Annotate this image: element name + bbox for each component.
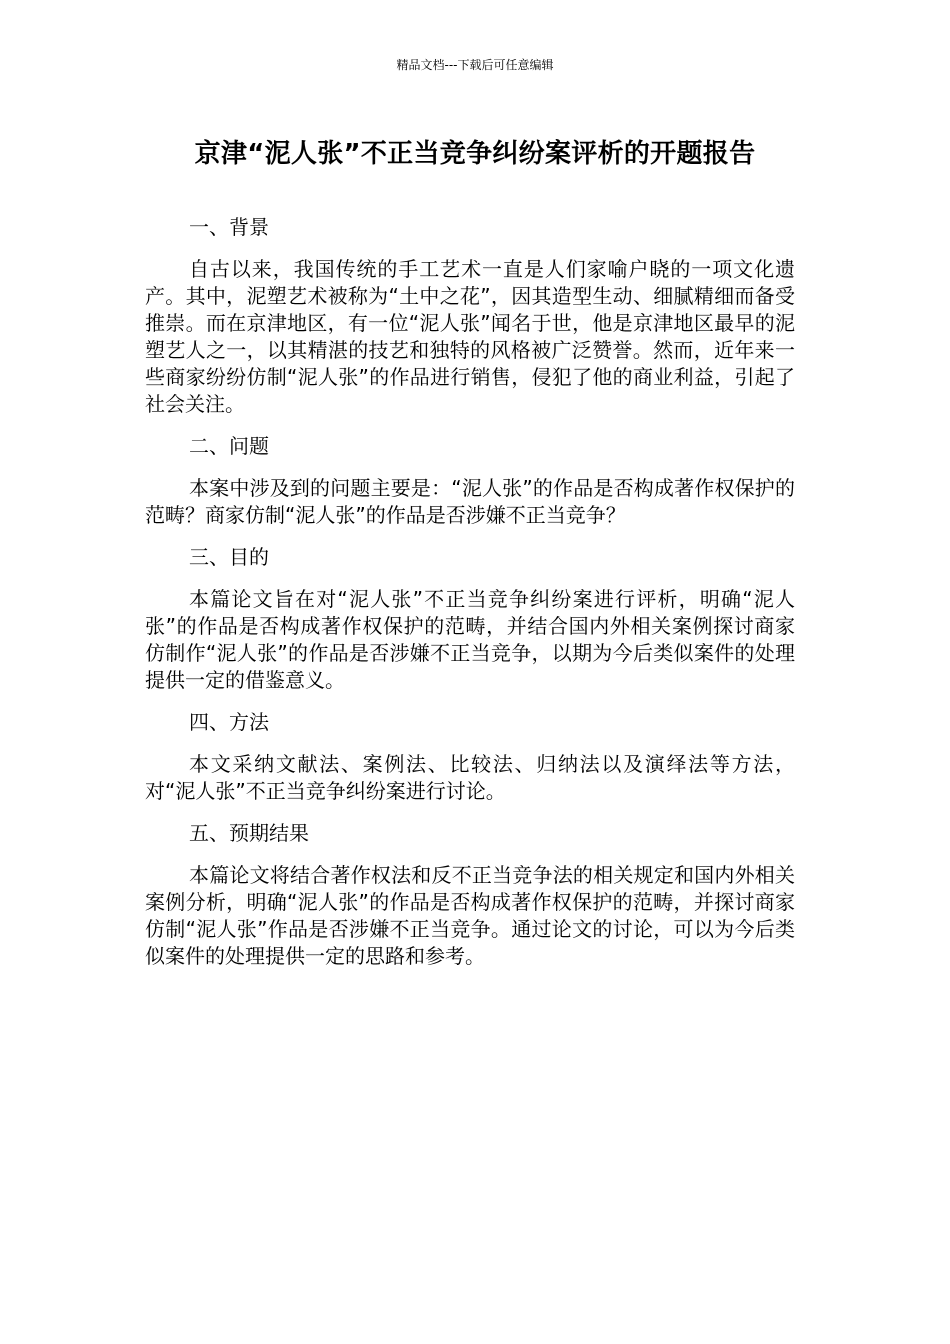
section-problem (145, 433, 795, 544)
section-paragraph: 自古以来，我国传统的手工艺术一直是人们家喻户晓的一项文化遗产。其中，泥塑艺术被称为“土中之花”，因其造型生动、细腻精细而备受推崇。而在京津地区，有一位“泥人张”闻名于世，他是京津地区最早的泥塑艺人之一，以其精湛的技艺和独特的风格被广泛赞誉。然而，近年来一些商家纷纷仿制“泥人张”的作品进行销售，侵犯了他的商业利益，引起了社会关注。 (145, 257, 795, 416)
section-paragraph: 本文采纳文献法、案例法、比较法、归纳法以及演绎法等方法，对“泥人张”不正当竞争纠纷案进行讨论。 (145, 752, 795, 803)
section-heading: 五、预期结果 (189, 821, 309, 845)
section-background (145, 214, 795, 433)
page-header: 精品文档---下载后可任意编辑 (396, 58, 554, 72)
section-heading: 一、背景 (189, 215, 269, 239)
document-body (145, 214, 795, 970)
section-heading: 三、目的 (189, 545, 269, 569)
section-heading: 四、方法 (189, 710, 269, 734)
section-method (145, 709, 795, 820)
section-heading: 二、问题 (189, 434, 269, 458)
section-purpose (145, 544, 795, 709)
section-paragraph: 本篇论文将结合著作权法和反不正当竞争法的相关规定和国内外相关案例分析，明确“泥人张”的作品是否构成著作权保护的范畴，并探讨商家仿制“泥人张”作品是否涉嫌不正当竞争。通过论文的讨论，可以为今后类似案件的处理提供一定的思路和参考。 (145, 863, 795, 968)
section-paragraph: 本案中涉及到的问题主要是：“泥人张”的作品是否构成著作权保护的范畴？商家仿制“泥人张”的作品是否涉嫌不正当竞争？ (145, 476, 795, 527)
section-expected-results (145, 820, 795, 970)
section-paragraph: 本篇论文旨在对“泥人张”不正当竞争纠纷案进行评析，明确“泥人张”的作品是否构成著作权保护的范畴，并结合国内外相关案例探讨商家仿制作“泥人张”的作品是否涉嫌不正当竞争，以期为今后类似案件的处理提供一定的借鉴意义。 (145, 587, 795, 692)
document-title: 京津“泥人张”不正当竞争纠纷案评析的开题报告 (194, 139, 756, 169)
